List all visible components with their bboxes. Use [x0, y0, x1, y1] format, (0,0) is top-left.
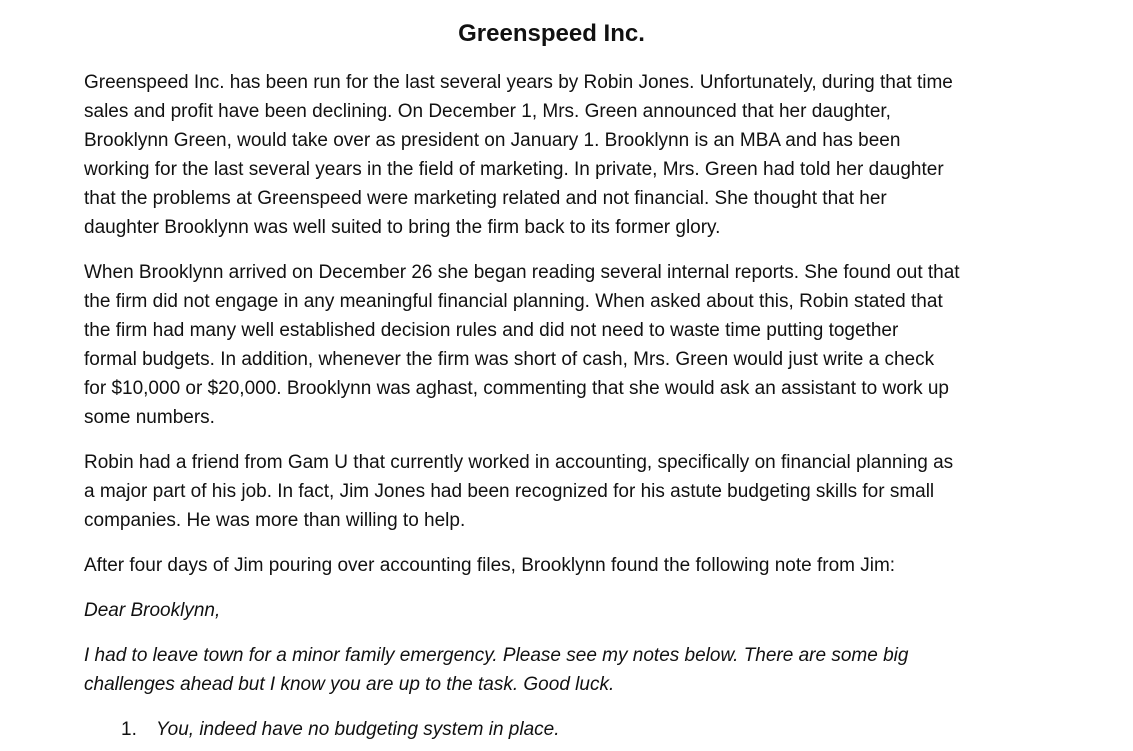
text-line: working for the last several years in the field of marketing. In private, Mrs. Green had told her daughter — [84, 159, 944, 180]
paragraph-note-found — [84, 551, 1034, 580]
text-line: some numbers. — [84, 407, 215, 428]
letter-body — [84, 641, 1034, 699]
list-item-text: You, indeed have no budgeting system in place. — [156, 719, 560, 740]
paragraph-intro — [84, 68, 1034, 242]
text-line: companies. He was more than willing to help. — [84, 510, 466, 531]
text-line: When Brooklynn arrived on December 26 she began reading several internal reports. She found out that — [84, 262, 960, 283]
document-title: Greenspeed Inc. — [458, 20, 645, 47]
text-line: that the problems at Greenspeed were marketing related and not financial. She thought that her — [84, 188, 887, 209]
letter-salutation — [84, 596, 1034, 625]
list-item-number: 1. — [121, 719, 137, 740]
text-line: Brooklynn Green, would take over as president on January 1. Brooklynn is an MBA and has been — [84, 130, 901, 151]
paragraph-arrival — [84, 258, 1034, 432]
document-body — [84, 68, 1034, 744]
text-line: the firm did not engage in any meaningful financial planning. When asked about this, Robin stated that — [84, 291, 943, 312]
text-line: After four days of Jim pouring over accounting files, Brooklynn found the following note from Jim: — [84, 555, 896, 576]
text-line: for $10,000 or $20,000. Brooklynn was aghast, commenting that she would ask an assistant to work up — [84, 378, 950, 399]
paragraph-friend — [84, 448, 1034, 535]
text-line: Dear Brooklynn, — [84, 600, 221, 621]
text-line: Robin had a friend from Gam U that currently worked in accounting, specifically on financial planning as — [84, 452, 954, 473]
text-line: daughter Brooklynn was well suited to bring the firm back to its former glory. — [84, 217, 721, 238]
text-line: formal budgets. In addition, whenever the firm was short of cash, Mrs. Green would just write a check — [84, 349, 935, 370]
text-line: I had to leave town for a minor family emergency. Please see my notes below. There are some big — [84, 645, 909, 666]
text-line: challenges ahead but I know you are up to the task. Good luck. — [84, 674, 615, 695]
text-line: sales and profit have been declining. On December 1, Mrs. Green announced that her daughter, — [84, 101, 891, 122]
text-line: the firm had many well established decision rules and did not need to waste time putting together — [84, 320, 899, 341]
text-line: Greenspeed Inc. has been run for the last several years by Robin Jones. Unfortunately, during that time — [84, 72, 953, 93]
text-line: a major part of his job. In fact, Jim Jones had been recognized for his astute budgeting skills for small — [84, 481, 935, 502]
list-item — [84, 715, 1034, 744]
notes-list — [84, 715, 1034, 744]
